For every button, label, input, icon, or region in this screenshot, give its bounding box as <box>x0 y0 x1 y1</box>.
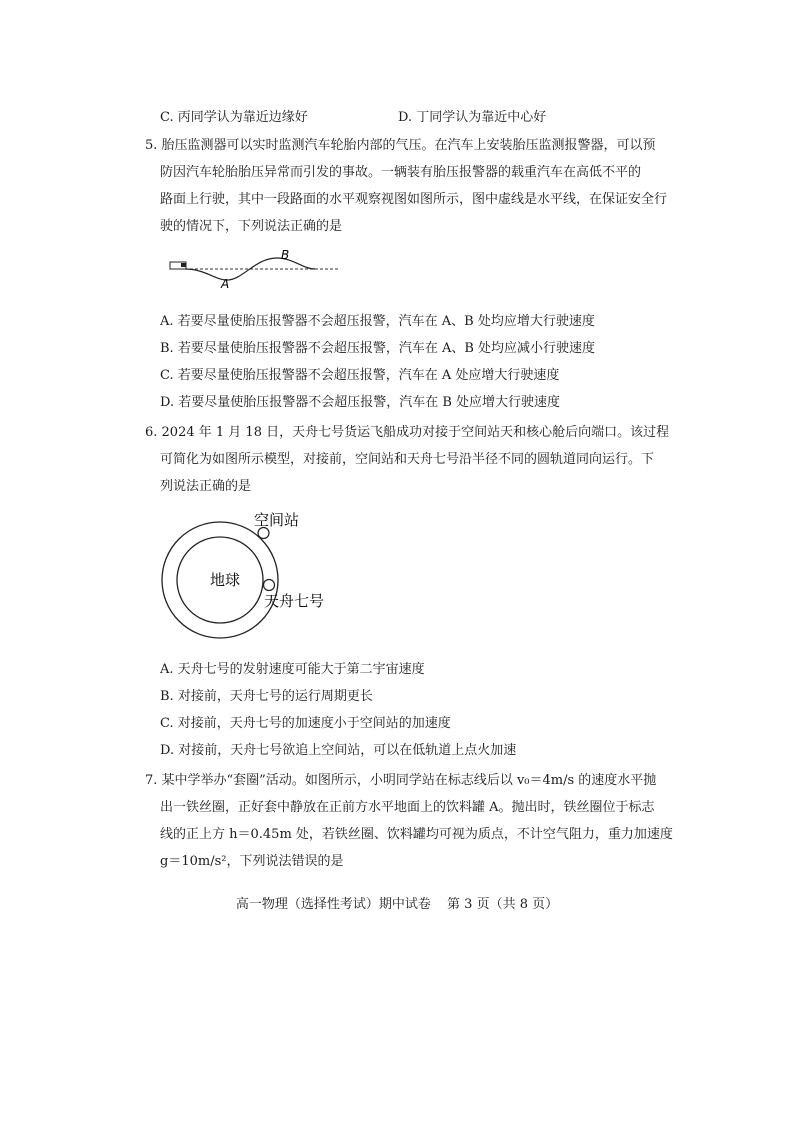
q6-option-a: A. 天舟七号的发射速度可能大于第二宇宙速度 <box>160 662 425 677</box>
exam-title: 高一物理（选择性考试）期中试卷 <box>235 897 431 912</box>
option-d-top: D. 丁同学认为靠近中心好 <box>398 110 547 125</box>
tianzhou-marker <box>264 580 275 591</box>
q5-option-b: B. 若要尽量使胎压报警器不会超压报警，汽车在 A、B 处均应减小行驶速度 <box>160 341 596 356</box>
q7-line-3: 线的正上方 h＝0.45m 处，若铁丝圈、饮料罐均可视为质点，不计空气阻力，重力加速度 <box>160 827 673 842</box>
earth-label: 地球 <box>210 571 241 589</box>
road-profile-figure <box>165 248 345 290</box>
q5-option-c: C. 若要尽量使胎压报警器不会超压报警，汽车在 A 处应增大行驶速度 <box>160 368 560 383</box>
label-b: B <box>281 248 290 262</box>
orbit-figure <box>160 500 360 640</box>
q6-line-3: 列说法正确的是 <box>160 479 252 494</box>
q5-option-a: A. 若要尽量使胎压报警器不会超压报警，汽车在 A、B 处均应增大行驶速度 <box>160 314 595 329</box>
page-footer <box>0 893 794 912</box>
q5-line-1: 5. 胎压监测器可以实时监测汽车轮胎内部的气压。在汽车上安装胎压监测报警器，可以预 <box>145 138 656 153</box>
label-a: A <box>221 277 230 290</box>
q7-line-1: 7. 某中学举办“套圈”活动。如图所示，小明同学站在标志线后以 v₀＝4m/s 的速度水平抛 <box>145 773 657 788</box>
tianzhou-label: 天舟七号 <box>264 592 325 610</box>
q6-line-1: 6. 2024 年 1 月 18 日，天舟七号货运飞船成功对接于空间站天和核心舱后向端口。该过程 <box>145 425 670 440</box>
q6-option-b: B. 对接前，天舟七号的运行周期更长 <box>160 689 373 704</box>
option-c-top: C. 丙同学认为靠近边缘好 <box>160 110 308 125</box>
q5-line-3: 路面上行驶，其中一段路面的水平观察视图如图所示，图中虚线是水平线，在保证安全行 <box>160 192 668 207</box>
q6-line-2: 可简化为如图所示模型，对接前，空间站和天舟七号沿半径不同的圆轨道同向运行。下 <box>160 452 655 467</box>
space-station-marker <box>258 528 269 539</box>
q5-line-4: 驶的情况下，下列说法正确的是 <box>160 219 343 234</box>
q5-line-2: 防因汽车轮胎胎压异常而引发的事故。一辆装有胎压报警器的载重汽车在高低不平的 <box>160 165 642 180</box>
station-label: 空间站 <box>254 511 300 529</box>
q6-option-d: D. 对接前，天舟七号欲追上空间站，可以在低轨道上点火加速 <box>160 743 517 758</box>
q6-option-c: C. 对接前，天舟七号的加速度小于空间站的加速度 <box>160 716 451 731</box>
truck-icon <box>170 262 186 269</box>
q7-line-2: 出一铁丝圈，正好套中静放在正前方水平地面上的饮料罐 A。抛出时，铁丝圈位于标志 <box>160 800 655 815</box>
q7-line-4: g＝10m/s²，下列说法错误的是 <box>160 854 344 869</box>
q5-option-d: D. 若要尽量使胎压报警器不会超压报警，汽车在 B 处应增大行驶速度 <box>160 395 561 410</box>
page-number: 第 3 页（共 8 页） <box>447 897 559 912</box>
